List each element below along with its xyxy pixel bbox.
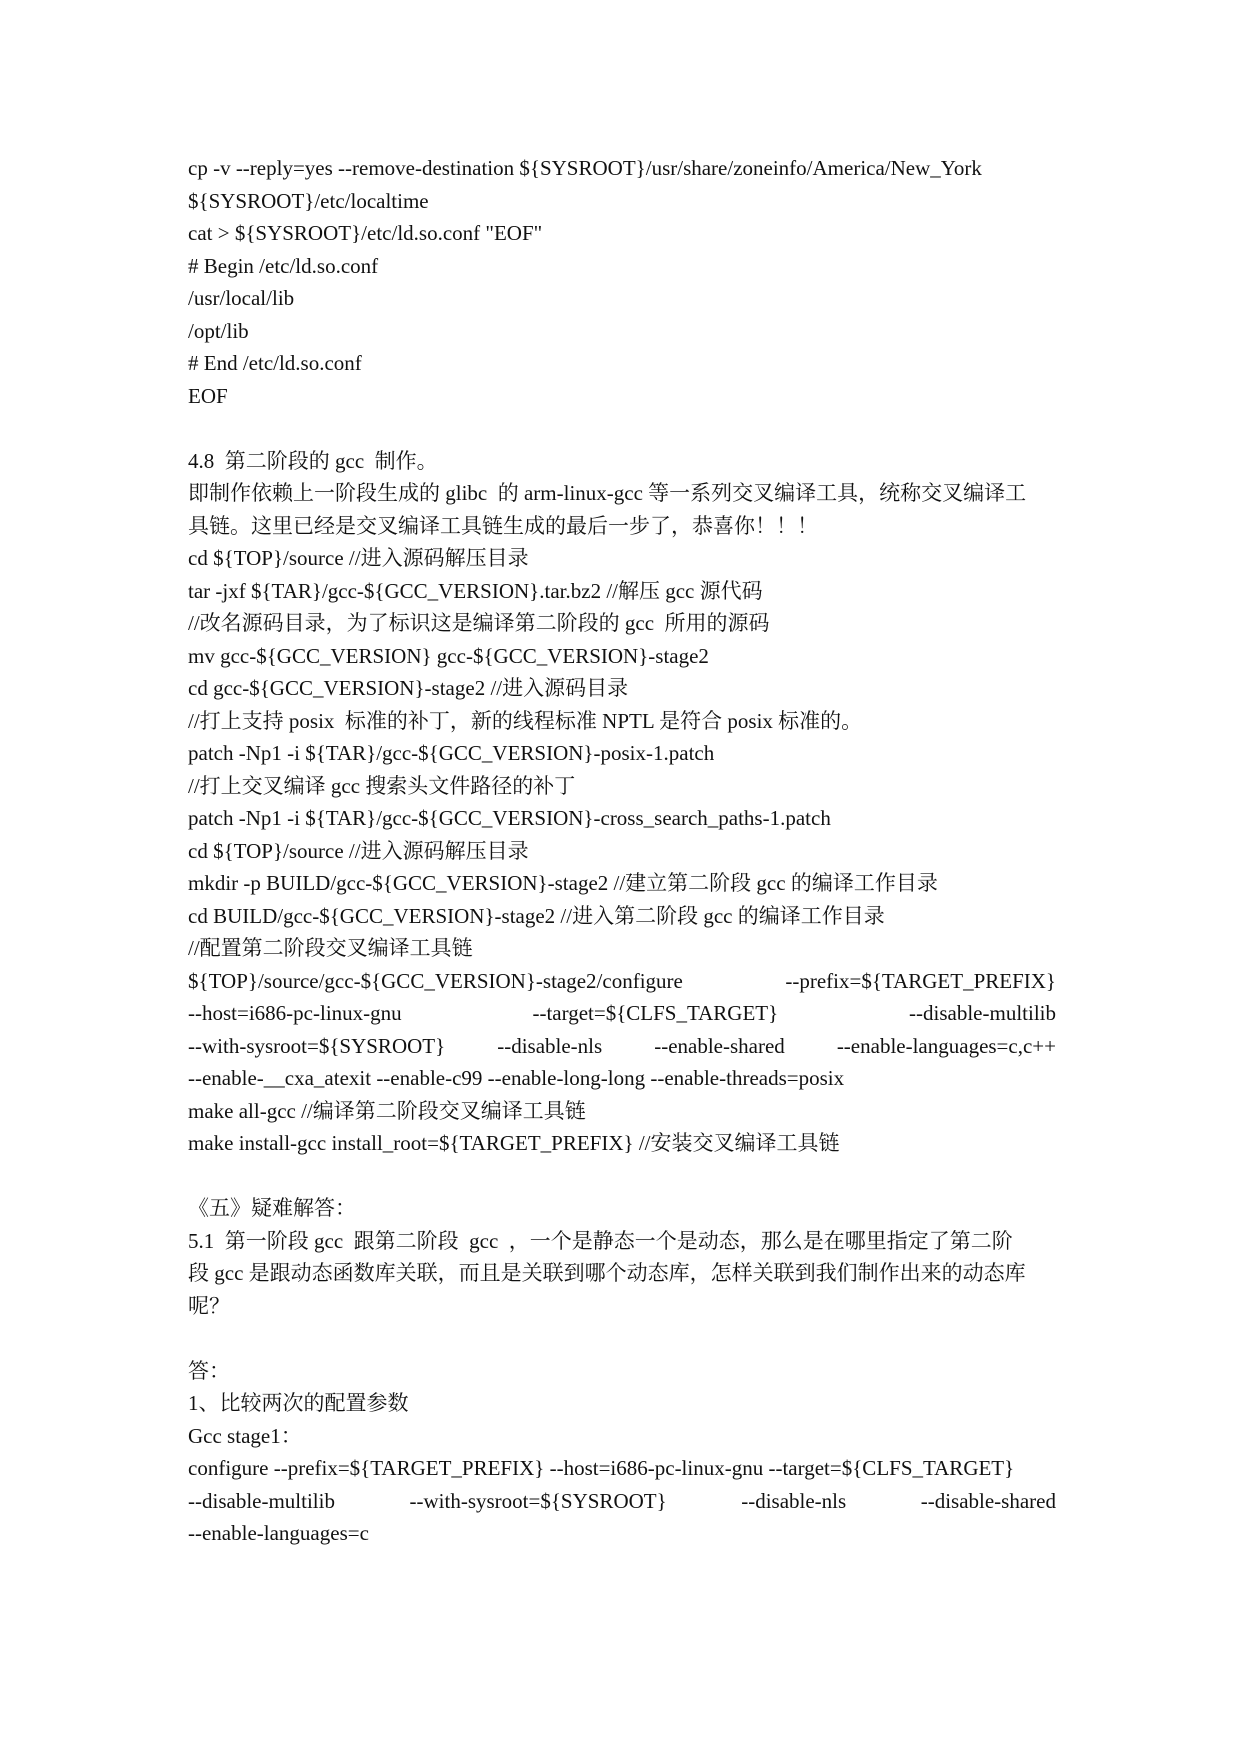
document-content: [188, 152, 1056, 1550]
configure-segment: --host=i686-pc-linux-gnu: [188, 1001, 402, 1025]
comment-line: //改名源码目录，为了标识这是编译第二阶段的 gcc 所用的源码: [188, 611, 770, 635]
section-heading: 4.8 第二阶段的 gcc 制作。: [188, 448, 438, 473]
configure-segment: --disable-shared: [920, 1488, 1056, 1513]
code-line: cd BUILD/gcc-${GCC_VERSION}-stage2 //进入第二阶段 gcc 的编译工作目录: [188, 903, 885, 928]
configure-segment: --target=${CLFS_TARGET}: [532, 1001, 779, 1025]
code-line: ${SYSROOT}/etc/localtime: [188, 188, 429, 213]
comment-line: //打上交叉编译 gcc 搜索头文件路径的补丁: [188, 773, 576, 798]
faq-heading: 《五》疑难解答：: [188, 1196, 356, 1220]
blank-line: [188, 1322, 1056, 1355]
configure-segment: --disable-multilib: [188, 1488, 335, 1513]
paragraph-line: 即制作依赖上一阶段生成的 glibc 的 arm-linux-gcc 等一系列交叉编译工具，统称交叉编译工: [188, 481, 1027, 505]
cp-command-line: [188, 152, 1056, 185]
configure-segment: --with-sysroot=${SYSROOT}: [188, 1033, 446, 1058]
code-line: mkdir -p BUILD/gcc-${GCC_VERSION}-stage2 //建立第二阶段 gcc 的编译工作目录: [188, 871, 938, 895]
configure-line: [188, 997, 1056, 1030]
code-line: cp -v --reply=yes --remove-destination ${SYSROOT}/usr/share/zoneinfo/America/New_York: [188, 156, 982, 180]
answer-label: 答：: [188, 1358, 230, 1383]
configure-segment: --disable-multilib: [909, 1001, 1056, 1025]
stage1-configure-line: [188, 1485, 1056, 1518]
code-line: cat > ${SYSROOT}/etc/ld.so.conf "EOF": [188, 221, 543, 245]
paragraph-line: 具链。这里已经是交叉编译工具链生成的最后一步了，恭喜你！！！: [188, 513, 818, 538]
configure-segment: --disable-nls: [497, 1033, 603, 1058]
configure-segment: --prefix=${TARGET_PREFIX}: [785, 968, 1056, 993]
comment-line: //配置第二阶段交叉编译工具链: [188, 936, 473, 960]
configure-segment: --disable-nls: [741, 1488, 847, 1513]
stage1-configure-line: --enable-languages=c: [188, 1521, 369, 1545]
configure-segment: --enable-shared: [654, 1033, 785, 1058]
configure-segment: ${TOP}/source/gcc-${GCC_VERSION}-stage2/configure: [188, 968, 683, 993]
stage1-label: Gcc stage1：: [188, 1423, 302, 1448]
code-line: mv gcc-${GCC_VERSION} gcc-${GCC_VERSION}-stage2: [188, 643, 709, 668]
code-line: EOF: [188, 383, 228, 408]
question-line: 呢？: [188, 1293, 230, 1318]
stage1-configure-line: [188, 1452, 1056, 1485]
code-line: # Begin /etc/ld.so.conf: [188, 253, 379, 278]
configure-line: [188, 965, 1056, 998]
code-line: /opt/lib: [188, 318, 249, 343]
question-line: 段 gcc 是跟动态函数库关联，而且是关联到哪个动态库，怎样关联到我们制作出来的动态库: [188, 1261, 1026, 1285]
code-line: cd ${TOP}/source //进入源码解压目录: [188, 838, 529, 863]
blank-line: [188, 412, 1056, 445]
configure-segment: --enable-languages=c,c++: [836, 1033, 1056, 1058]
configure-line: [188, 1030, 1056, 1063]
code-line: make all-gcc //编译第二阶段交叉编译工具链: [188, 1098, 586, 1123]
code-line: # End /etc/ld.so.conf: [188, 351, 362, 375]
comment-line: //打上支持 posix 标准的补丁，新的线程标准 NPTL 是符合 posix 标准的。: [188, 708, 863, 733]
code-line: cd ${TOP}/source //进入源码解压目录: [188, 546, 529, 570]
blank-line: [188, 1160, 1056, 1193]
answer-item: 1、比较两次的配置参数: [188, 1391, 409, 1415]
code-line: make install-gcc install_root=${TARGET_PREFIX} //安装交叉编译工具链: [188, 1131, 840, 1155]
code-line: /usr/local/lib: [188, 286, 295, 310]
code-line: cd gcc-${GCC_VERSION}-stage2 //进入源码目录: [188, 676, 629, 700]
configure-segment: --with-sysroot=${SYSROOT}: [409, 1488, 667, 1513]
code-line: patch -Np1 -i ${TAR}/gcc-${GCC_VERSION}-cross_search_paths-1.patch: [188, 806, 831, 830]
configure-line: --enable-__cxa_atexit --enable-c99 --enable-long-long --enable-threads=posix: [188, 1066, 845, 1090]
configure-segment: configure --prefix=${TARGET_PREFIX} --host=i686-pc-linux-gnu --target=${CLFS_TARGET}: [188, 1456, 1015, 1480]
question-line: 5.1 第一阶段 gcc 跟第二阶段 gcc ，一个是静态一个是动态，那么是在哪里指定了第二阶: [188, 1228, 1013, 1253]
code-line: patch -Np1 -i ${TAR}/gcc-${GCC_VERSION}-posix-1.patch: [188, 741, 715, 765]
code-line: tar -jxf ${TAR}/gcc-${GCC_VERSION}.tar.bz2 //解压 gcc 源代码: [188, 578, 763, 603]
